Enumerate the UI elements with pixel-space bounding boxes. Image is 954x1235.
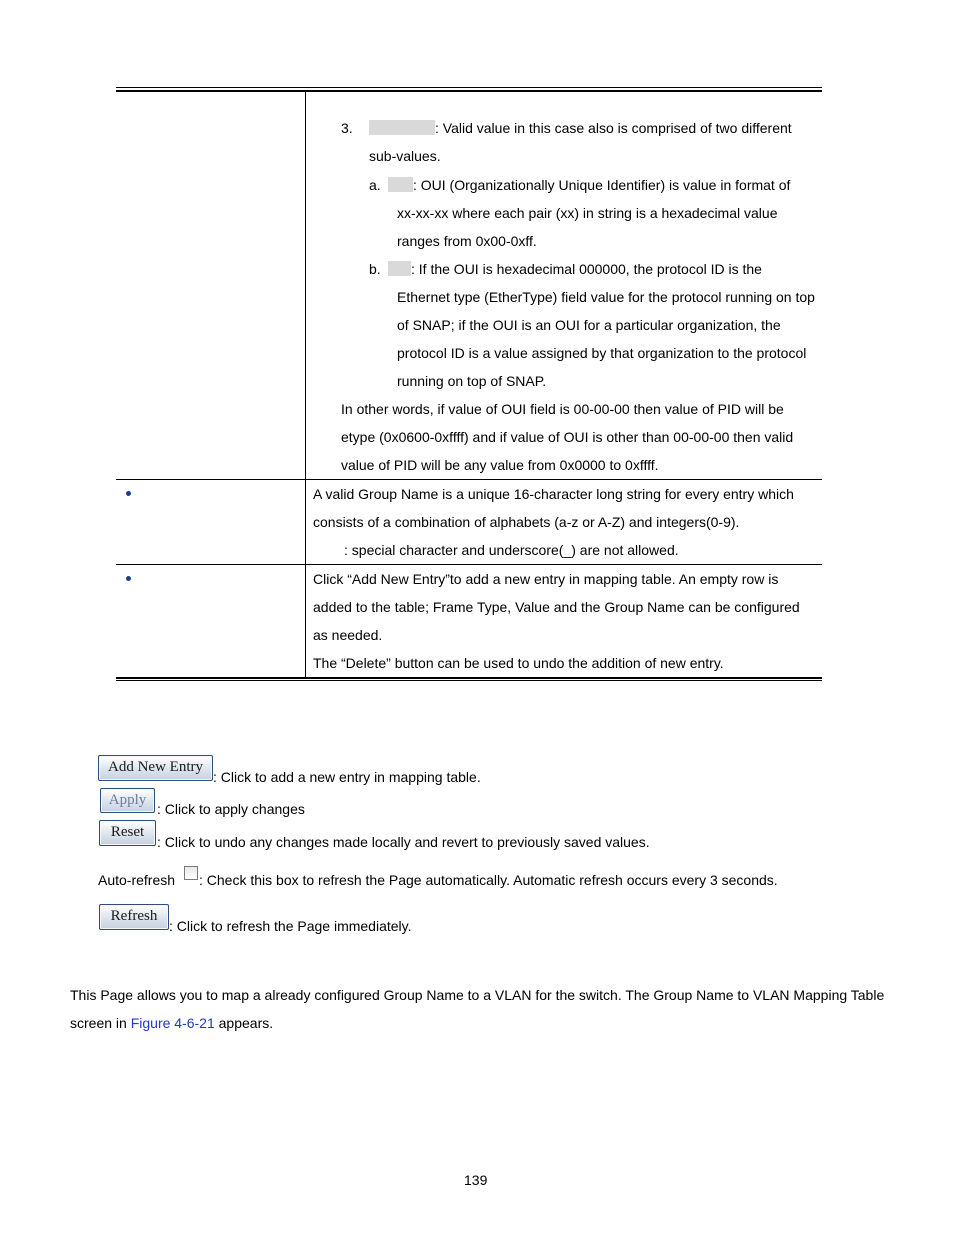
auto-refresh-description: : Check this box to refresh the Page automatically. Automatic refresh occurs every 3 seconds. — [199, 872, 778, 888]
bullet-icon — [126, 576, 131, 581]
sub-item-b-line: running on top of SNAP. — [397, 373, 547, 389]
intro-paragraph-line: This Page allows you to map a already configured Group Name to a VLAN for the switch. The Group Name to VLAN Mapping Table — [70, 987, 885, 1003]
list-item-text-cont: sub-values. — [369, 148, 441, 164]
auto-refresh-label: Auto-refresh — [98, 872, 176, 888]
sub-item-label-b: b. — [369, 261, 381, 277]
sub-item-b-line: Ethernet type (EtherType) field value for the protocol running on top — [397, 289, 815, 305]
note-line: In other words, if value of OUI field is 00-00-00 then value of PID will be — [341, 401, 784, 417]
note-line: etype (0x0600-0xffff) and if value of OUI is other than 00-00-00 then valid — [341, 429, 794, 445]
refresh-button[interactable]: Refresh — [99, 904, 169, 930]
reset-description: : Click to undo any changes made locally and revert to previously saved values. — [157, 834, 650, 850]
sub-item-label-a: a. — [369, 177, 381, 193]
hidden-term-highlight — [388, 261, 411, 276]
sub-item-b-line: of SNAP; if the OUI is an OUI for a particular organization, the — [397, 317, 781, 333]
hidden-term-highlight — [388, 177, 413, 192]
description-line: added to the table; Frame Type, Value and the Group Name can be configured — [313, 599, 800, 615]
table-row-divider-1 — [116, 479, 822, 480]
page-number: 139 — [464, 1172, 488, 1188]
description-line: Click “Add New Entry”to add a new entry in mapping table. An empty row is — [313, 571, 779, 587]
bullet-icon — [126, 491, 131, 496]
refresh-description: : Click to refresh the Page immediately. — [169, 918, 412, 934]
intro-paragraph-line: screen in Figure 4-6-21 appears. — [70, 1015, 274, 1031]
add-new-entry-description: : Click to add a new entry in mapping table. — [213, 769, 481, 785]
description-line: as needed. — [313, 627, 383, 643]
reset-button[interactable]: Reset — [99, 820, 156, 846]
description-line: consists of a combination of alphabets (a-z or A-Z) and integers(0-9). — [313, 514, 740, 530]
sub-item-a-line: : OUI (Organizationally Unique Identifier) is value in format of — [388, 177, 790, 193]
list-item-text: : Valid value in this case also is comprised of two different — [369, 120, 792, 136]
note-line: : special character and underscore(_) are not allowed. — [344, 542, 679, 558]
auto-refresh-checkbox[interactable] — [184, 866, 198, 880]
apply-description: : Click to apply changes — [157, 801, 305, 817]
sub-item-a-line: ranges from 0x00-0xff. — [397, 233, 537, 249]
table-row-divider-2 — [116, 564, 822, 565]
description-line: The “Delete” button can be used to undo the addition of new entry. — [313, 655, 724, 671]
list-number: 3. — [341, 120, 353, 136]
sub-item-b-line: : If the OUI is hexadecimal 000000, the protocol ID is the — [388, 261, 762, 277]
figure-link[interactable]: Figure 4-6-21 — [130, 1015, 215, 1031]
hidden-term-highlight — [369, 120, 435, 135]
sub-item-a-line: xx-xx-xx where each pair (xx) in string is a hexadecimal value — [397, 205, 778, 221]
add-new-entry-button[interactable]: Add New Entry — [98, 755, 213, 781]
note-line: value of PID will be any value from 0x0000 to 0xffff. — [341, 457, 659, 473]
description-line: A valid Group Name is a unique 16-character long string for every entry which — [313, 486, 794, 502]
sub-item-b-line: protocol ID is a value assigned by that organization to the protocol — [397, 345, 807, 361]
apply-button[interactable]: Apply — [100, 788, 155, 813]
table-column-divider — [305, 92, 306, 678]
